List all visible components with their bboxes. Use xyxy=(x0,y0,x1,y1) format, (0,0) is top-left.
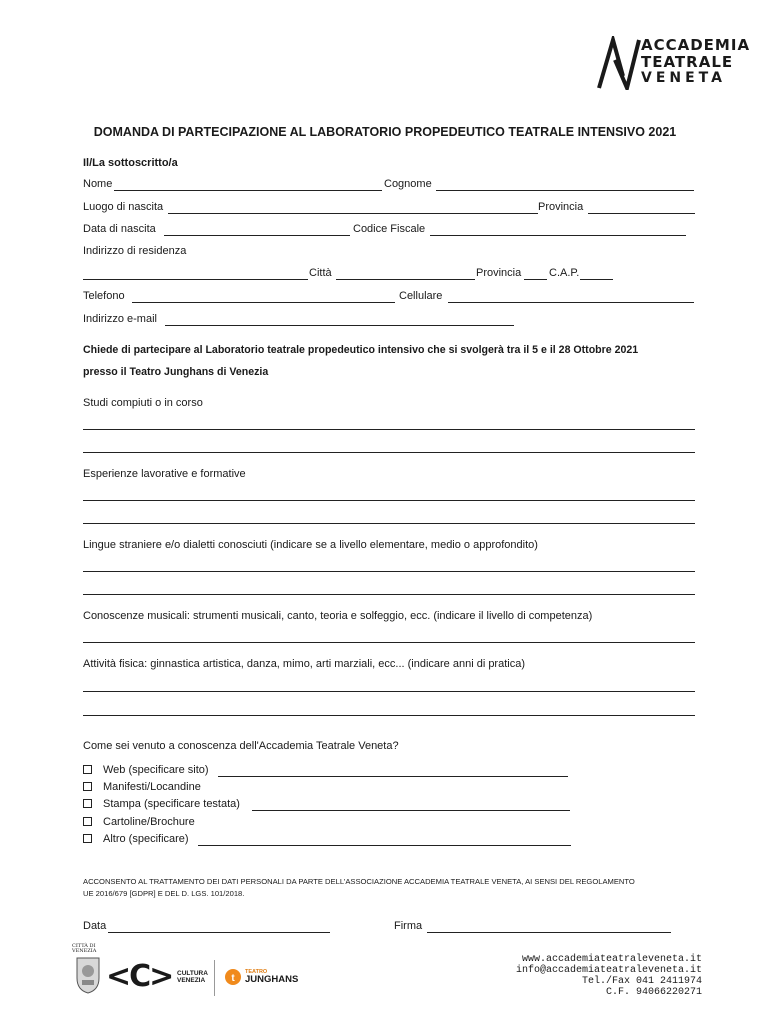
option-altro[interactable] xyxy=(83,833,189,845)
page-title: DOMANDA DI PARTECIPAZIONE AL LABORATORIO PROPEDEUTICO TEATRALE INTENSIVO 2021 xyxy=(93,125,677,139)
label-telefono: Telefono xyxy=(83,290,125,302)
field-stampa[interactable] xyxy=(252,810,570,811)
option-cartoline[interactable] xyxy=(83,816,195,828)
subtitle: Il/La sottoscritto/a xyxy=(83,157,178,169)
field-nome[interactable] xyxy=(114,190,382,191)
venezia-crest-icon xyxy=(74,956,102,994)
label-musica: Conoscenze musicali: strumenti musicali, canto, teoria e solfeggio, ecc. (indicare il livello di competenza) xyxy=(83,610,593,622)
option-manifesti[interactable] xyxy=(83,781,201,793)
label-conoscenza: Come sei venuto a conoscenza dell'Accademia Teatrale Veneta? xyxy=(83,740,399,752)
label-data: Data xyxy=(83,920,107,932)
checkbox[interactable] xyxy=(83,799,92,808)
label-provincia: Provincia xyxy=(538,201,584,213)
field-codice-fiscale[interactable] xyxy=(430,235,686,236)
teatro-text: TEATRO xyxy=(245,969,268,975)
field-esperienze-2[interactable] xyxy=(83,523,695,524)
footer-divider xyxy=(214,960,215,996)
field-lingue-2[interactable] xyxy=(83,594,695,595)
footer-web: www.accademiateatraleveneta.it xyxy=(521,954,702,965)
label-cap: C.A.P. xyxy=(549,267,580,279)
cultura-text-1: CULTURA xyxy=(177,970,208,977)
label-email: Indirizzo e-mail xyxy=(83,313,157,325)
label-codice-fiscale: Codice Fiscale xyxy=(353,223,426,235)
label-provincia2: Provincia xyxy=(476,267,522,279)
footer-tel: Tel./Fax 041 2411974 xyxy=(581,976,702,987)
label-cognome: Cognome xyxy=(384,178,432,190)
field-studi-2[interactable] xyxy=(83,452,695,453)
consent-line2: UE 2016/679 [GDPR] E DEL D. LGS. 101/2018. xyxy=(83,889,245,898)
consent-line1: ACCONSENTO AL TRATTAMENTO DEI DATI PERSONALI DA PARTE DELL’ASSOCIAZIONE ACCADEMIA TEATRALE VENETA, AI SENSI DEL REGOLAMENTO xyxy=(83,877,635,886)
field-lingue-1[interactable] xyxy=(83,571,695,572)
checkbox[interactable] xyxy=(83,817,92,826)
option-stampa[interactable] xyxy=(83,798,240,810)
label-indirizzo: Indirizzo di residenza xyxy=(83,245,187,257)
field-attivita-1[interactable] xyxy=(83,691,695,692)
field-telefono[interactable] xyxy=(132,302,395,303)
option-label: Web (specificare sito) xyxy=(103,764,209,776)
option-label: Manifesti/Locandine xyxy=(103,781,201,793)
field-web[interactable] xyxy=(218,776,568,777)
label-studi: Studi compiuti o in corso xyxy=(83,397,203,409)
logo-line2: TEATRALE xyxy=(641,53,734,71)
checkbox[interactable] xyxy=(83,834,92,843)
field-indirizzo[interactable] xyxy=(83,279,308,280)
field-studi-1[interactable] xyxy=(83,429,695,430)
label-citta: Città xyxy=(309,267,332,279)
label-lingue: Lingue straniere e/o dialetti conosciuti (indicare se a livello elementare, medio o approfondito) xyxy=(83,539,538,551)
field-provincia[interactable] xyxy=(588,213,695,214)
cultura-logo-icon: <C> xyxy=(106,959,173,994)
label-luogo-nascita: Luogo di nascita xyxy=(83,201,164,213)
option-label: Altro (specificare) xyxy=(103,833,189,845)
field-firma[interactable] xyxy=(427,932,671,933)
citta-venezia-label: CITTÀ DI VENEZIA xyxy=(72,943,97,954)
request-line2: presso il Teatro Junghans di Venezia xyxy=(83,366,269,378)
logo-line3: VENETA xyxy=(641,70,726,86)
field-musica-1[interactable] xyxy=(83,642,695,643)
label-esperienze: Esperienze lavorative e formative xyxy=(83,468,246,480)
field-attivita-2[interactable] xyxy=(83,715,695,716)
field-email[interactable] xyxy=(165,325,514,326)
option-label: Cartoline/Brochure xyxy=(103,816,195,828)
logo-line1: ACCADEMIA xyxy=(641,36,751,54)
field-cap[interactable] xyxy=(580,279,613,280)
checkbox[interactable] xyxy=(83,782,92,791)
field-luogo-nascita[interactable] xyxy=(168,213,538,214)
field-citta[interactable] xyxy=(336,279,475,280)
option-web[interactable] xyxy=(83,764,209,776)
junghans-logo-icon xyxy=(224,968,242,986)
field-provincia2[interactable] xyxy=(524,279,547,280)
label-data-nascita: Data di nascita xyxy=(83,223,156,235)
field-data[interactable] xyxy=(108,932,330,933)
footer-email: info@accademiateatraleveneta.it xyxy=(515,965,702,976)
option-label: Stampa (specificare testata) xyxy=(103,798,240,810)
label-attivita: Attività fisica: ginnastica artistica, danza, mimo, arti marziali, ecc... (indicare anni di pratica) xyxy=(83,658,525,670)
field-cognome[interactable] xyxy=(436,190,694,191)
field-cellulare[interactable] xyxy=(448,302,694,303)
field-altro[interactable] xyxy=(198,845,571,846)
svg-text:t: t xyxy=(231,973,235,984)
request-line1: Chiede di partecipare al Laboratorio teatrale propedeutico intensivo che si svolgerà tra il 5 e il 28 Ottobre 2021 xyxy=(83,344,639,356)
field-data-nascita[interactable] xyxy=(164,235,350,236)
field-esperienze-1[interactable] xyxy=(83,500,695,501)
label-nome: Nome xyxy=(83,178,113,190)
label-cellulare: Cellulare xyxy=(399,290,443,302)
footer-cf: C.F. 94066220271 xyxy=(605,987,702,998)
logo-av-icon xyxy=(597,36,641,90)
checkbox[interactable] xyxy=(83,765,92,774)
label-firma: Firma xyxy=(394,920,423,932)
cultura-text-2: VENEZIA xyxy=(177,977,206,984)
junghans-text: JUNGHANS xyxy=(245,974,299,985)
